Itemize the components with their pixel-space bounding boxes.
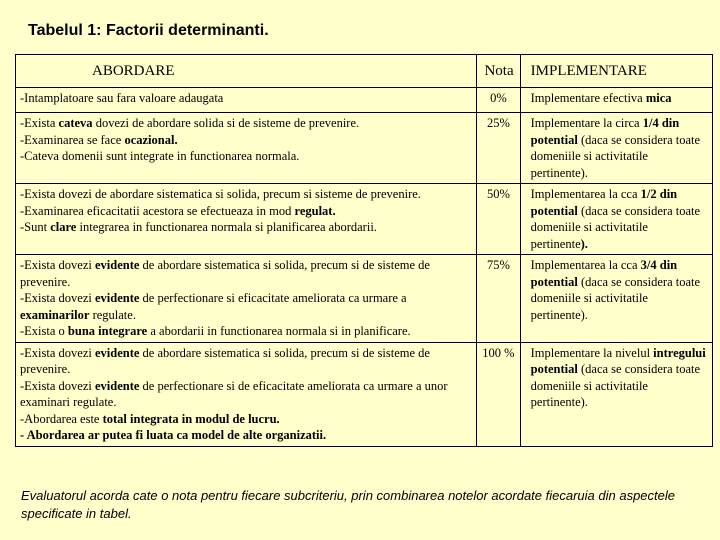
nota-cell: 75% [477,255,520,343]
bold-text: examinarilor [20,307,90,322]
table-body [16,88,713,447]
header-implementare: IMPLEMENTARE [520,55,712,88]
abordare-line [20,290,472,323]
abordare-line [20,323,472,340]
table-row [16,342,713,446]
text-run: a abordarii in functionarea normala si in planificare. [147,324,411,338]
text-run: (daca se considera toate domeniile si activitatile pertinente). [530,362,701,409]
text-run: (daca se considera toate domeniile si activitatile pertinente). [530,274,701,322]
table-row [16,184,713,255]
text-run: integrarea in functionarea normala si planificarea abordarii. [76,220,377,234]
text-run: de perfectionare si eficacitate ameliorata ca urmare a [139,291,407,305]
page-title: Tabelul 1: Factorii determinanti. [28,22,269,39]
bold-text: - Abordarea ar putea fi luata ca model de alte organizatii. [20,428,327,442]
text-run: -Exista o [20,324,68,338]
footer-note: Evaluatorul acorda cate o nota pentru fiecare subcriteriu, prin combinarea notelor acordate fiecaruia din aspectele specificate in tabel. [21,488,675,521]
header-abordare: ABORDARE [16,55,477,88]
implementare-cell [520,113,712,184]
implementare-cell [520,255,712,343]
bold-text: 1/2 din potential [530,187,678,218]
text-run: Implementare la nivelul [530,345,654,360]
bold-text: evidente [94,345,140,360]
text-run: -Examinarea eficacitatii acestora se efectueaza in mod [20,203,295,218]
abordare-line [20,186,472,203]
text-run: Implementare la circa [530,116,643,130]
table-row [16,113,713,184]
abordare-line [20,345,472,378]
factors-table [15,54,713,447]
nota-cell: 100 % [477,342,520,446]
abordare-cell [16,184,477,255]
header-nota: Nota [477,55,520,88]
text-run: Implementare efectiva [530,91,646,105]
bold-text: buna integrare [67,324,148,338]
text-run: -Abordarea este [20,411,103,426]
bold-text: intregului potential [530,345,706,376]
abordare-line [20,378,472,411]
nota-cell: 25% [477,113,520,184]
bold-text: evidente [94,291,140,305]
text-run: de abordare sistematica si solida, precum si de sisteme de prevenire. [20,345,430,376]
abordare-cell [16,255,477,343]
nota-cell: 50% [477,184,520,255]
bold-text: cateva [58,116,93,130]
implementare-cell [520,342,712,446]
text-run: -Sunt [20,220,51,234]
text-run: (daca se considera toate domeniile si activitatile pertinente). [530,132,701,180]
bold-text: total integrata in modul de lucru. [102,411,280,426]
abordare-line [20,132,472,149]
bold-text: regulat. [294,203,336,218]
abordare-cell [16,88,477,113]
bold-text: 3/4 din potential [530,258,678,289]
nota-cell: 0% [477,88,520,113]
text-run: -Exista dovezi [20,258,95,272]
abordare-cell [16,113,477,184]
text-run: de abordare sistematica si solida, precum si de sisteme de prevenire. [20,258,430,289]
text-run: regulate. [89,307,136,322]
text-run: de perfectionare si de eficacitate ameliorata ca urmare a unor examinari regulate. [20,378,448,409]
bold-text: 1/4 din potential [530,116,680,147]
abordare-line [20,203,472,220]
table-row [16,255,713,343]
text-run: (daca se considera toate domeniile si activitatile pertinente [530,203,701,251]
bold-text: ocazional. [124,132,178,147]
abordare-line [20,411,472,428]
text-run: Implementarea la cca [530,258,641,272]
text-run: -Exista [20,116,59,130]
bold-text: ). [580,236,588,251]
abordare-line [20,427,472,444]
bold-text: clare [50,220,77,234]
abordare-line [20,90,472,107]
text-run: -Intamplatoare sau fara valoare adaugata [20,91,224,105]
abordare-line [20,219,472,236]
text-run: -Exista dovezi [20,345,95,360]
text-run: Implementarea la cca [530,187,641,201]
abordare-cell [16,342,477,446]
text-run: -Cateva domenii sunt integrate in functionarea normala. [20,149,300,163]
implementare-cell [520,184,712,255]
abordare-line [20,148,472,165]
abordare-line [20,257,472,290]
text-run: -Exista dovezi [20,291,95,305]
table-row [16,88,713,113]
table-header-row [16,55,713,88]
text-run: -Examinarea se face [20,132,125,147]
text-run: -Exista dovezi [20,378,95,393]
text-run: dovezi de abordare solida si de sisteme de prevenire. [92,116,360,130]
bold-text: evidente [94,258,140,272]
implementare-cell [520,88,712,113]
bold-text: evidente [94,378,140,393]
text-run: -Exista dovezi de abordare sistematica si solida, precum si sisteme de prevenire. [20,187,421,201]
abordare-line [20,115,472,132]
bold-text: mica [645,91,672,105]
